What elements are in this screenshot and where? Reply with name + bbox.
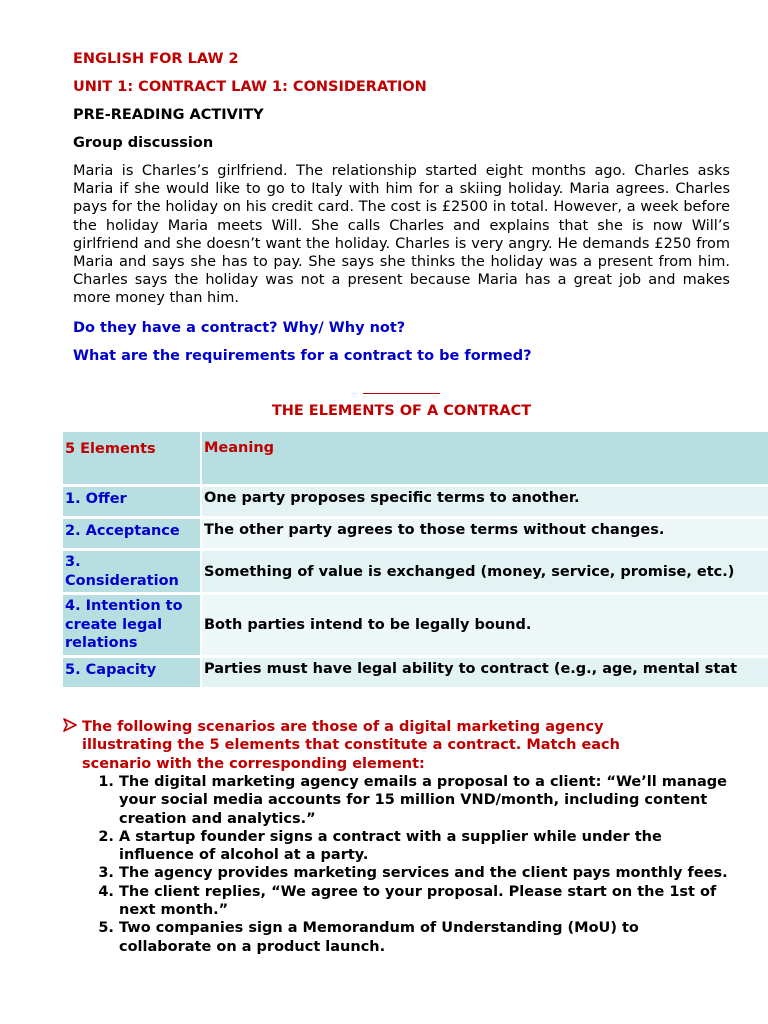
meaning-cell: The other party agrees to those terms without changes. [201, 518, 768, 550]
element-cell: 1. Offer [63, 486, 201, 518]
meaning-cell: Both parties intend to be legally bound. [201, 594, 768, 657]
element-cell: 4. Intention to create legal relations [63, 594, 201, 657]
elements-table [63, 432, 768, 690]
table-row [63, 656, 768, 688]
group-discussion-heading: Group discussion [73, 135, 214, 151]
meaning-cell: Parties must have legal ability to contract (e.g., age, mental stat [201, 656, 768, 688]
section-divider [363, 393, 440, 394]
table-row [63, 594, 768, 657]
meaning-cell: Something of value is exchanged (money, service, promise, etc.) [201, 550, 768, 594]
question-requirements: What are the requirements for a contract to be formed? [73, 348, 532, 364]
meaning-cell: One party proposes specific terms to another. [201, 486, 768, 518]
list-item: 1. The digital marketing agency emails a proposal to a client: “We’ll manage your social media accounts for 15 million VND/month, including content creation and analytics.” [119, 773, 734, 828]
table-row [63, 486, 768, 518]
elements-title: THE ELEMENTS OF A CONTRACT [271, 403, 532, 419]
unit-title: UNIT 1: CONTRACT LAW 1: CONSIDERATION [73, 79, 427, 95]
table-header-row [63, 432, 768, 486]
element-cell: 5. Capacity [63, 656, 201, 688]
header-meaning: Meaning [201, 432, 768, 486]
arrow-bullet-icon [63, 718, 77, 736]
arrow-bullet-svg [63, 718, 77, 732]
question-contract: Do they have a contract? Why/ Why not? [73, 320, 406, 336]
element-cell: 3. Consideration [63, 550, 201, 594]
list-item: 5. Two companies sign a Memorandum of Understanding (MoU) to collaborate on a product launch. [119, 919, 734, 956]
header-elements: 5 Elements [63, 432, 201, 486]
element-cell: 2. Acceptance [63, 518, 201, 550]
list-item: 4. The client replies, “We agree to your proposal. Please start on the 1st of next month.” [119, 883, 734, 920]
scenario-list [82, 773, 734, 956]
list-item: 2. A startup founder signs a contract with a supplier while under the influence of alcohol at a party. [119, 828, 734, 865]
list-item: 3. The agency provides marketing services and the client pays monthly fees. [119, 864, 734, 882]
table-row [63, 550, 768, 594]
activity-heading: PRE-READING ACTIVITY [73, 107, 264, 123]
table-row [63, 518, 768, 550]
course-title: ENGLISH FOR LAW 2 [73, 51, 239, 67]
story-paragraph: Maria is Charles’s girlfriend. The relationship started eight months ago. Charles asks Maria if she would like to go to Italy with him for a skiing holiday. Maria agrees. Charles pays for the holiday on his credit card. The cost is £2500 in total. However, a week before the holiday Maria meets Will. She calls Charles and explains that she is now Will’s girlfriend and she doesn’t want the holiday. Charles is very angry. He demands £250 from Maria and says she has to pay. She says she thinks the holiday was a present from him. Charles says the holiday was not a present because Maria has a great job and makes more money than him. [73, 163, 730, 307]
scenarios-intro: The following scenarios are those of a digital marketing agency illustrating the 5 elements that constitute a contract. Match each scenario with the corresponding element: [82, 719, 620, 772]
